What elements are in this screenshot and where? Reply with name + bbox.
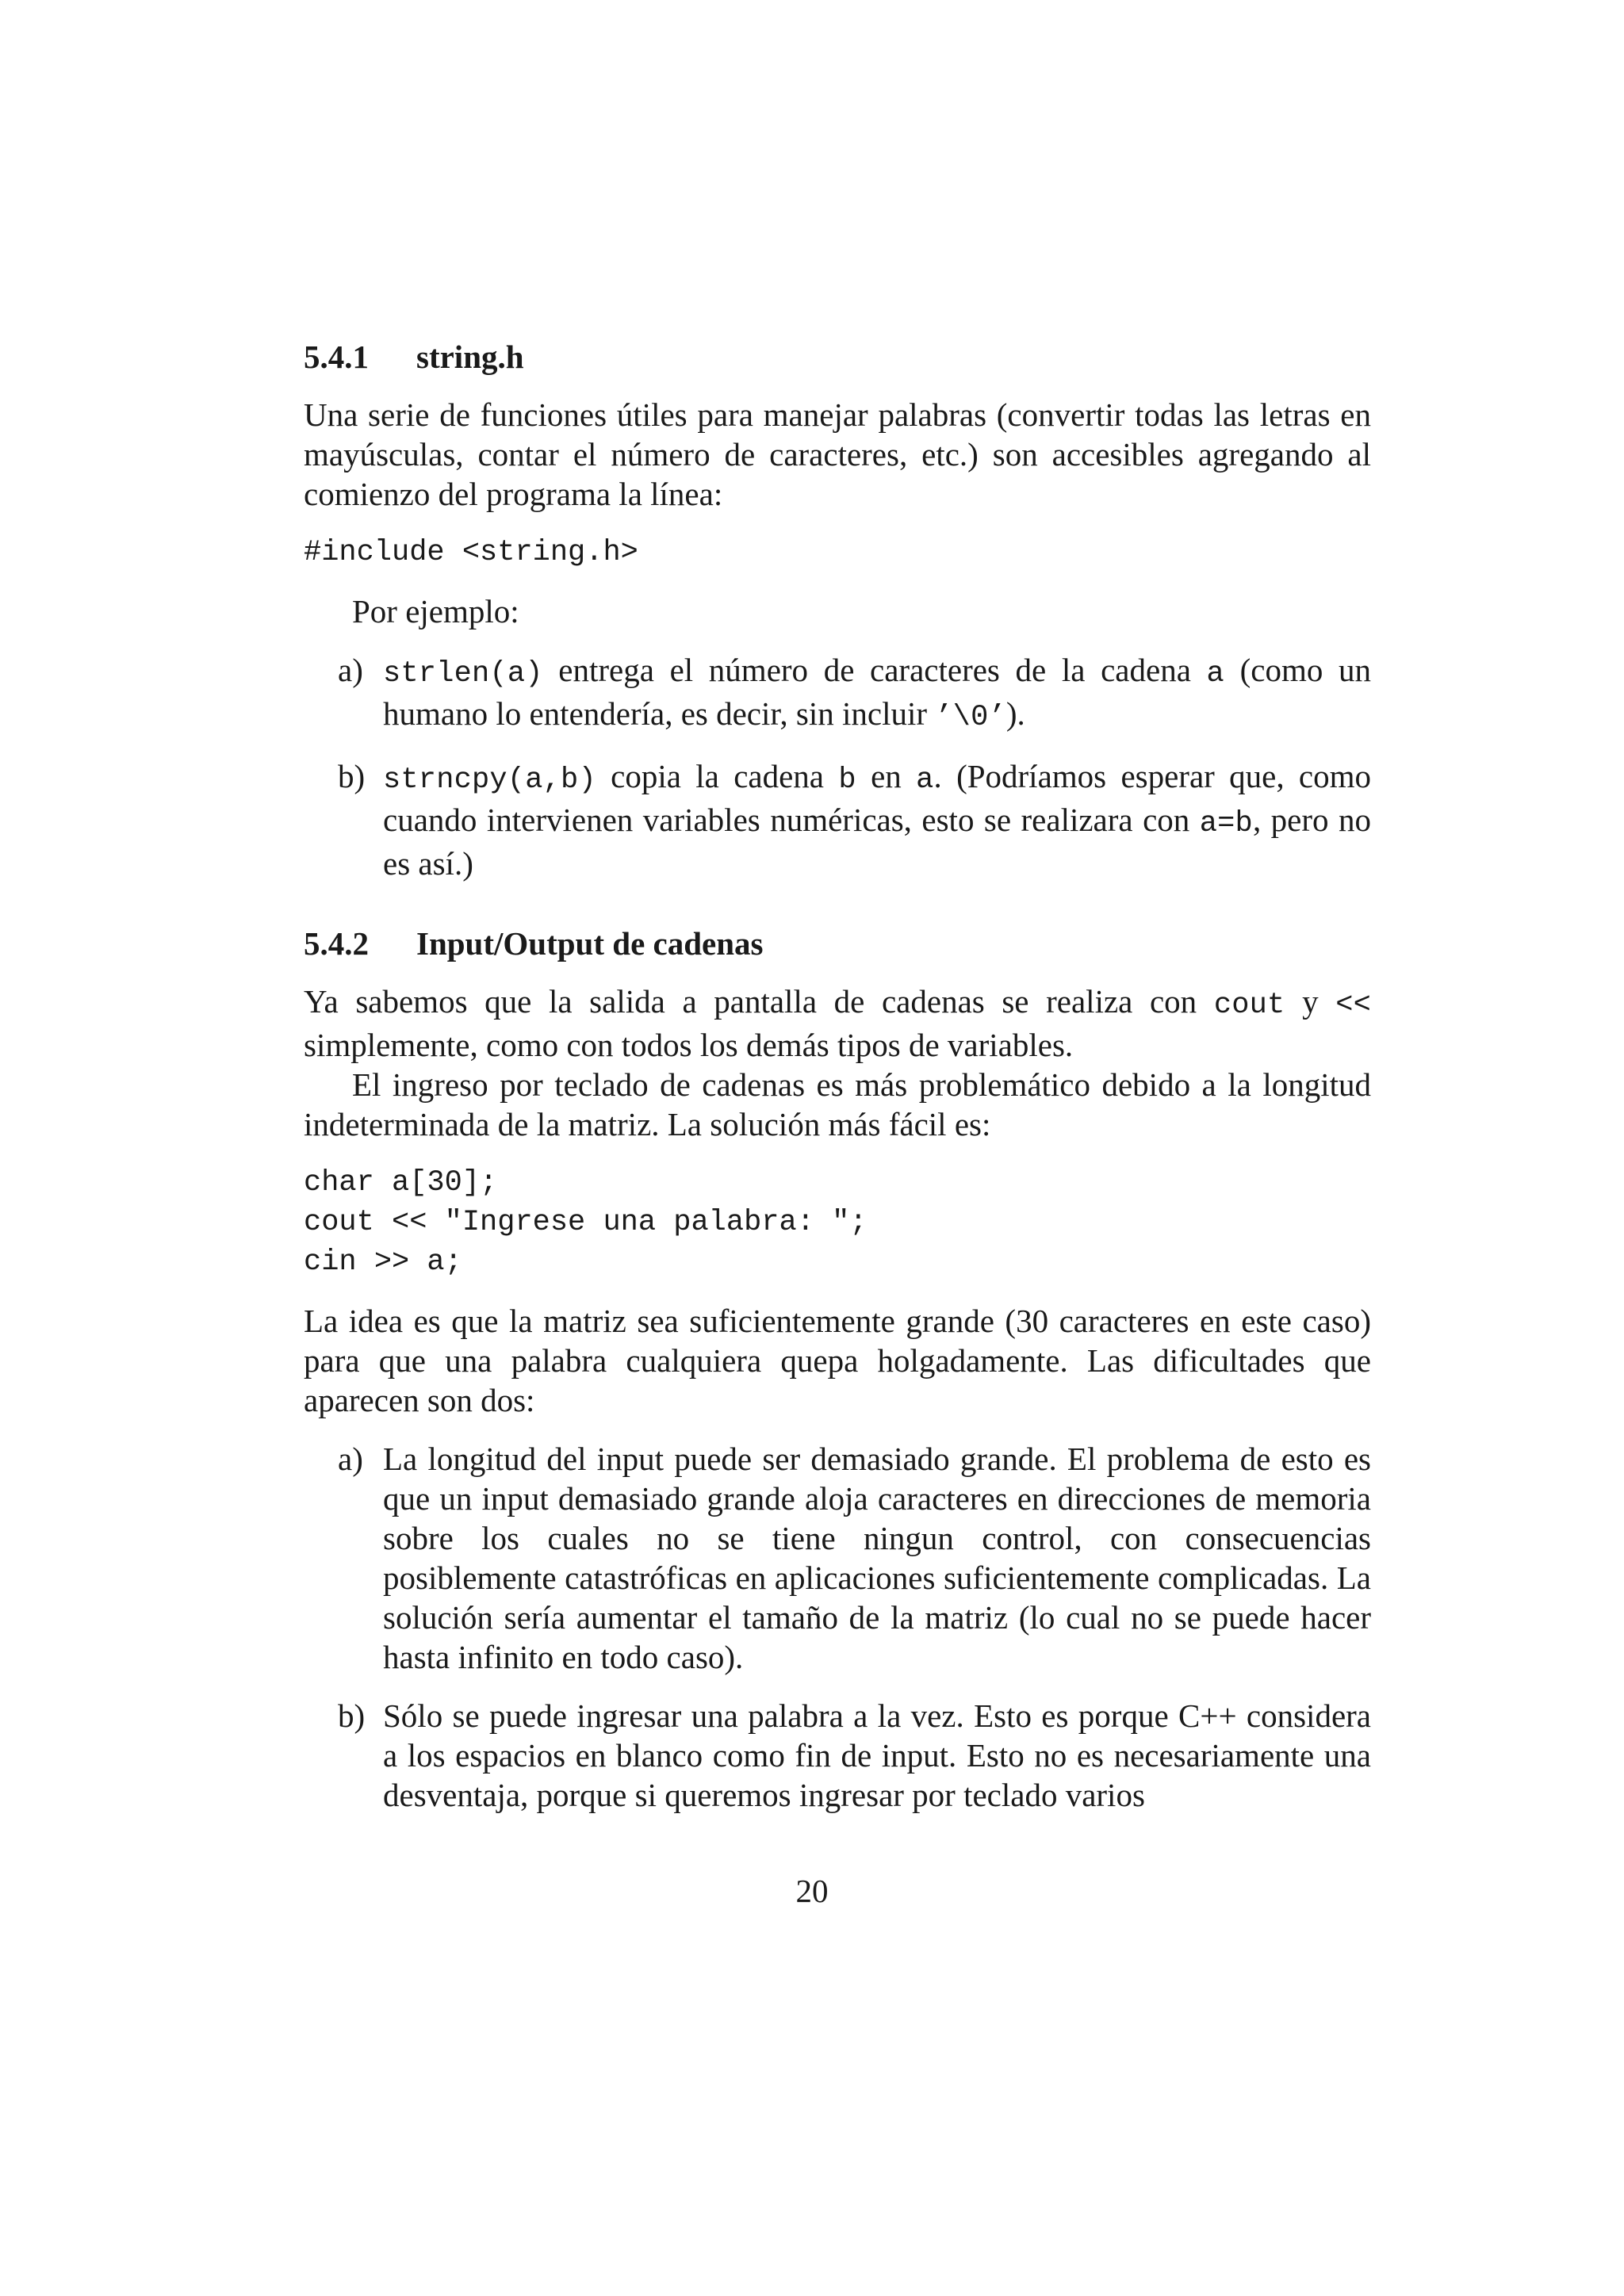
- inline-code: ’\0’: [935, 701, 1006, 734]
- input-paragraph: El ingreso por teclado de cadenas es más problemático debido a la longitud indeterminada de la matriz. La solución más fácil es:: [304, 1066, 1371, 1142]
- list-item-strncpy: [304, 756, 1371, 883]
- page-number: 20: [795, 1873, 829, 1909]
- intro-paragraph: Una serie de funciones útiles para manejar palabras (convertir todas las letras en mayúsculas, contar el número de caracteres, etc.) son accesibles agregando al comienzo del programa la línea:: [304, 396, 1371, 512]
- page-content: [304, 333, 1371, 1815]
- include-code-line: #include <string.h>: [304, 536, 638, 569]
- inline-code: <<: [1335, 989, 1371, 1022]
- inline-code: a: [916, 763, 934, 797]
- inline-code: strlen(a): [383, 657, 543, 691]
- inline-code: b: [838, 763, 856, 797]
- idea-paragraph: La idea es que la matriz sea suficientemente grande (30 caracteres en este caso) para que una palabra cualquiera quepa holgadamente. Las dificultades que aparecen son dos:: [304, 1303, 1371, 1418]
- list-item-one-word: [304, 1696, 1371, 1815]
- code-block: char a[30]; cout << "Ingrese una palabra: "; cin >> a;: [304, 1166, 868, 1279]
- paragraph-text: Ya sabemos que la salida a pantalla de cadenas se realiza con: [304, 983, 1214, 1020]
- difficulties-list: [304, 1439, 1371, 1815]
- list-text: copia la cadena: [596, 758, 839, 794]
- paragraph-text: simplemente, como con todos los demás tipos de variables.: [304, 1027, 1074, 1063]
- list-marker: a): [338, 652, 363, 688]
- section-number: 5.4.1: [304, 339, 369, 375]
- paragraph-text: y: [1285, 983, 1336, 1020]
- list-item-strlen: [304, 650, 1371, 737]
- list-text: Sólo se puede ingresar una palabra a la vez. Esto es porque C++ considera a los espacios en blanco como fin de input. Esto no es necesariamente una desventaja, porque si queremos ingresar por teclado varios: [383, 1697, 1371, 1813]
- list-item-length: [304, 1439, 1371, 1677]
- section-title: Input/Output de cadenas: [416, 925, 764, 962]
- section-heading-io-cadenas: [304, 920, 1371, 967]
- list-text: entrega el número de caracteres de la cadena: [542, 652, 1207, 688]
- inline-code: a: [1206, 657, 1224, 691]
- function-list: [304, 650, 1371, 883]
- section-number: 5.4.2: [304, 925, 369, 962]
- list-marker: a): [338, 1441, 363, 1477]
- section-title: string.h: [416, 339, 524, 375]
- list-text: La longitud del input puede ser demasiado grande. El problema de esto es que un input demasiado grande aloja caracteres en direcciones de memoria sobre los cuales no se tiene ningun control, con consecuencias posiblemente catastróficas en aplicaciones suficientemente complicadas. La solución sería aumentar el tamaño de la matriz (lo cual no se puede hacer hasta infinito en todo caso).: [383, 1441, 1371, 1675]
- list-marker: b): [338, 758, 366, 794]
- list-text: . (Podríamos esperar que, como cuando intervienen variables numéricas, esto se realizara con: [383, 758, 1371, 838]
- inline-code: cout: [1213, 989, 1285, 1022]
- list-text: (como un humano lo entendería, es decir, sin incluir: [383, 652, 1371, 732]
- list-text: , pero no es así.): [383, 802, 1371, 882]
- list-marker: b): [338, 1697, 366, 1734]
- example-lead: Por ejemplo:: [352, 593, 519, 629]
- inline-code: strncpy(a,b): [383, 763, 596, 797]
- list-text: en: [856, 758, 917, 794]
- output-paragraph: [304, 982, 1371, 1065]
- section-heading-string-h: [304, 333, 1371, 381]
- inline-code: a=b: [1199, 807, 1253, 840]
- list-text: ).: [1005, 695, 1025, 732]
